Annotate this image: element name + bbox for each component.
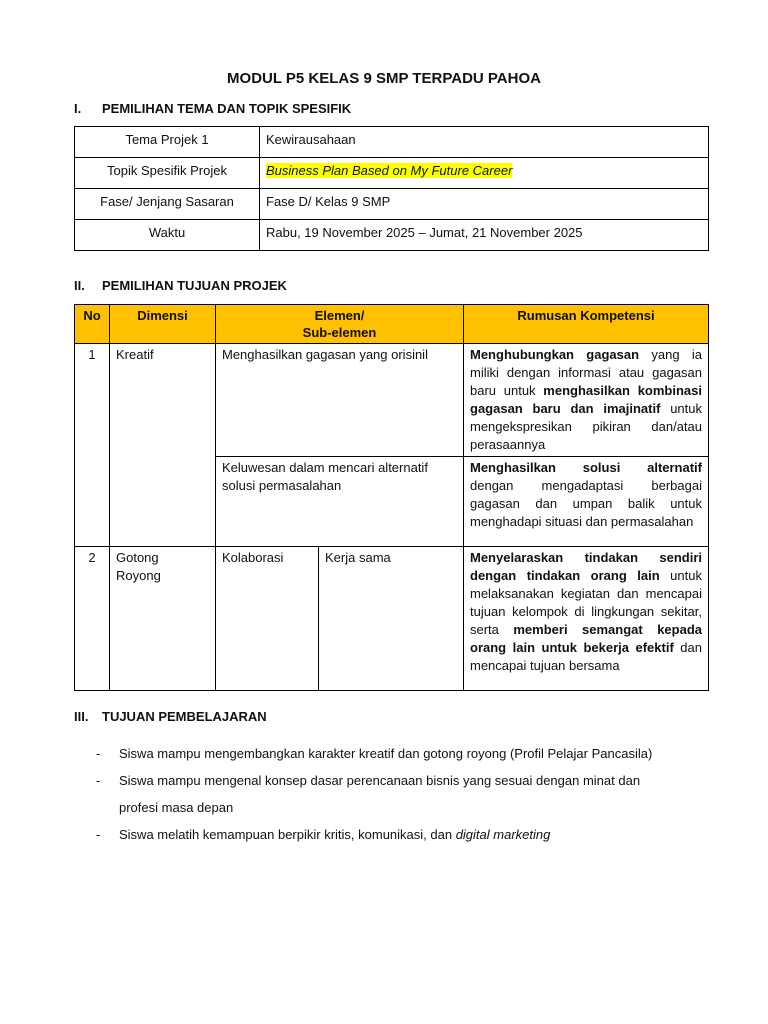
table-header-row xyxy=(75,305,709,344)
row-elemen: Kolaborasi xyxy=(216,547,319,691)
bold-phrase: memberi semangat kepada orang lain untuk bekerja efektif xyxy=(470,622,702,655)
header-elemen xyxy=(216,305,464,344)
highlighted-topic: Business Plan Based on My Future Career xyxy=(266,163,513,178)
header-elemen-line1: Elemen/ xyxy=(314,308,365,323)
table-row xyxy=(75,127,709,158)
theme-topic-table xyxy=(74,126,709,251)
table-row xyxy=(75,344,709,457)
row-rumusan: Menghasilkan solusi alternatif dengan mengadaptasi berbagai gagasan dan umpan balik untuk menghadapi situasi dan permasalahan xyxy=(464,457,709,547)
header-dimensi: Dimensi xyxy=(110,305,216,344)
bullet-dash: - xyxy=(96,827,101,842)
row-rumusan: Menyelaraskan tindakan sendiri dengan tindakan orang lain untuk melaksanakan kegiatan dan mencapai tujuan kelompok di lingkungan sekitar, serta memberi semangat kepada orang lain untuk bekerja efektif dan mencapai tujuan bersama xyxy=(464,547,709,691)
section-1-heading xyxy=(74,101,351,116)
row-value: Fase D/ Kelas 9 SMP xyxy=(260,189,709,220)
goal-text: Siswa mampu mengembangkan karakter kreatif dan gotong royong (Profil Pelajar Pancasila) xyxy=(119,746,653,761)
row-elemen: Keluwesan dalam mencari alternatif solusi permasalahan xyxy=(216,457,464,547)
header-rumusan: Rumusan Kompetensi xyxy=(464,305,709,344)
section-3-number: III. xyxy=(74,709,89,724)
row-value xyxy=(260,158,709,189)
header-elemen-line2: Sub-elemen xyxy=(302,325,377,340)
section-3-title: TUJUAN PEMBELAJARAN xyxy=(102,709,267,724)
section-2-heading xyxy=(74,278,287,293)
row-no: 1 xyxy=(75,344,110,547)
table-row xyxy=(75,189,709,220)
goal-text-line1: Siswa mampu mengenal konsep dasar perencanaan bisnis yang sesuai dengan minat dan xyxy=(119,773,641,788)
header-no: No xyxy=(75,305,110,344)
row-label: Waktu xyxy=(75,220,260,251)
list-item xyxy=(96,821,696,848)
section-2-number: II. xyxy=(74,278,85,293)
bold-phrase: menghasilkan kombinasi gagasan baru dan imajinatif xyxy=(470,383,702,416)
row-rumusan: Menghubungkan gagasan yang ia miliki dengan informasi atau gagasan baru untuk menghasilkan kombinasi gagasan baru dan imajinatif untuk mengekspresikan pikiran dan/atau perasaannya xyxy=(464,344,709,457)
learning-goals-list xyxy=(96,740,696,848)
goal-text-italic: digital marketing xyxy=(455,827,551,842)
row-no: 2 xyxy=(75,547,110,691)
bold-phrase: Menghasilkan solusi alternatif xyxy=(470,460,702,475)
goal-text: Siswa melatih kemampuan berpikir kritis, komunikasi, dan xyxy=(119,827,456,842)
row-value: Rabu, 19 November 2025 – Jumat, 21 November 2025 xyxy=(260,220,709,251)
list-item xyxy=(96,767,696,821)
goal-text-line2: profesi masa depan xyxy=(119,800,234,815)
row-elemen: Menghasilkan gagasan yang orisinil xyxy=(216,344,464,457)
row-dimensi: Kreatif xyxy=(110,344,216,547)
bullet-dash: - xyxy=(96,773,101,788)
document-title: MODUL P5 KELAS 9 SMP TERPADU PAHOA xyxy=(227,70,541,87)
section-1-title: PEMILIHAN TEMA DAN TOPIK SPESIFIK xyxy=(102,101,352,116)
dimensi-text: Gotong Royong xyxy=(116,550,161,583)
row-sub-elemen: Kerja sama xyxy=(319,547,464,691)
list-item xyxy=(96,740,696,767)
row-label: Topik Spesifik Projek xyxy=(75,158,260,189)
row-label: Fase/ Jenjang Sasaran xyxy=(75,189,260,220)
table-row xyxy=(75,220,709,251)
bullet-dash: - xyxy=(96,746,101,761)
row-value: Kewirausahaan xyxy=(260,127,709,158)
table-row xyxy=(75,158,709,189)
table-row xyxy=(75,547,709,691)
row-label: Tema Projek 1 xyxy=(75,127,260,158)
section-1-number: I. xyxy=(74,101,82,116)
bold-phrase: Menyelaraskan tindakan sendiri dengan tindakan orang lain xyxy=(470,550,702,583)
project-goals-table xyxy=(74,304,709,691)
section-3-heading xyxy=(74,709,267,724)
section-2-title: PEMILIHAN TUJUAN PROJEK xyxy=(102,278,287,293)
bold-phrase: Menghubungkan gagasan xyxy=(470,347,640,362)
row-dimensi xyxy=(110,547,216,691)
